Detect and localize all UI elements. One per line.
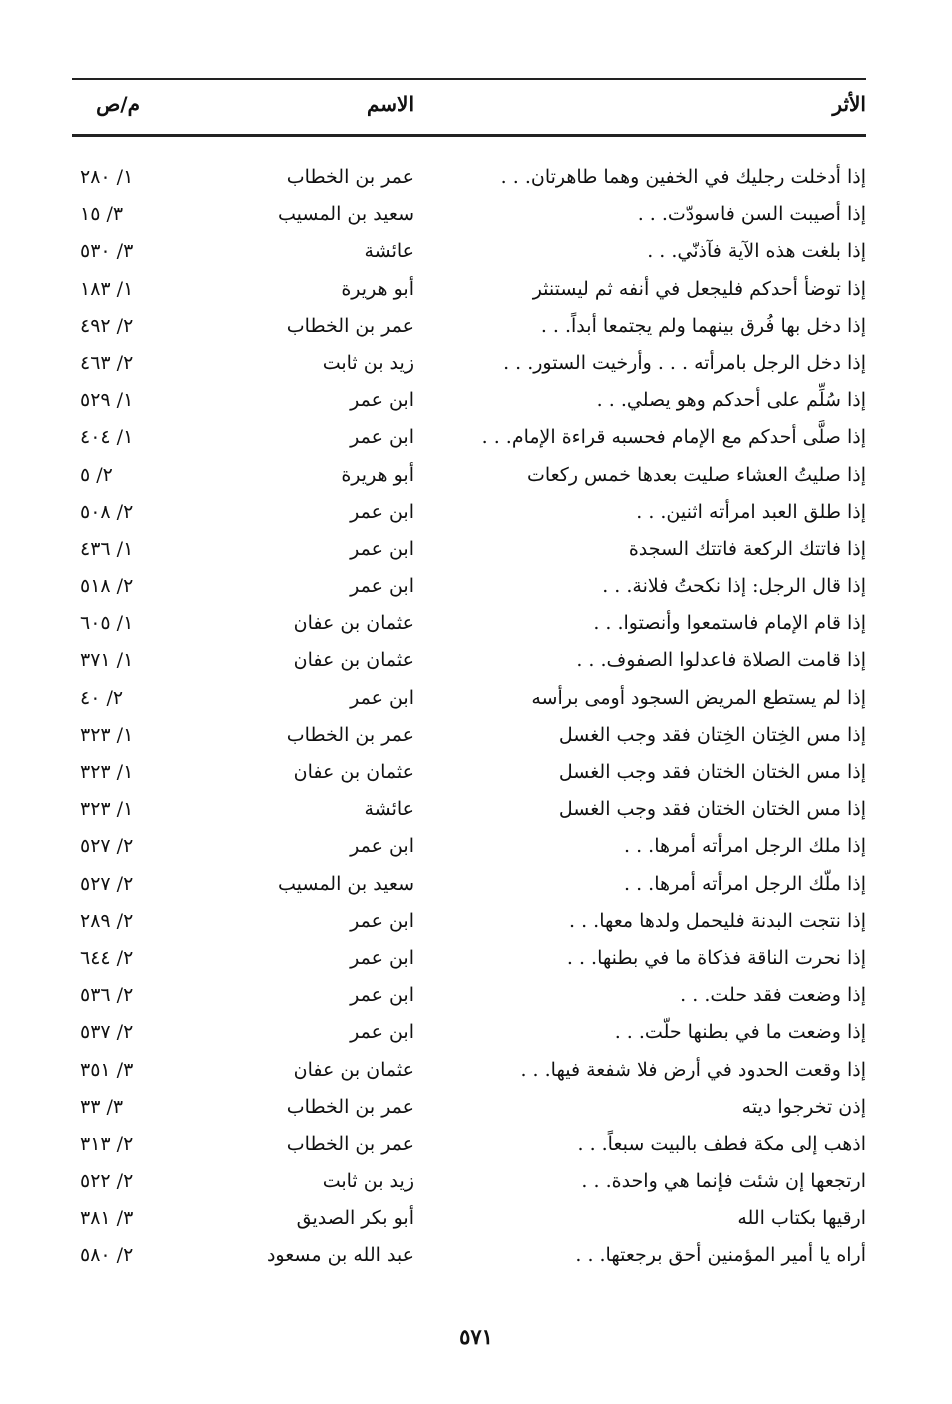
table-row (72, 162, 866, 199)
table-row (72, 757, 866, 794)
row-narrator-name: سعيد بن المسيب (277, 203, 414, 226)
header-ref: م/ص (96, 92, 140, 116)
row-volume-page: ٢/ ٥٢٧ (80, 835, 134, 858)
row-volume-page: ٢/ ٥٣٦ (80, 984, 134, 1007)
table-row (72, 1203, 866, 1240)
table-row (72, 236, 866, 273)
table-row (72, 720, 866, 757)
row-volume-page: ١/ ٦٠٥ (80, 612, 134, 635)
row-volume-page: ٢/ ٤٩٢ (80, 314, 134, 337)
row-narrator-name: عمر بن الخطاب (286, 723, 414, 746)
row-athar-text: ارتجعها إن شئت فإنما هي واحدة. . . (581, 1170, 866, 1193)
row-athar-text: إذا أدخلت رجليك في الخفين وهما طاهرتان. . . (500, 166, 866, 188)
row-volume-page: ٣/ ٥٣٠ (80, 240, 134, 263)
row-athar-text: اذهب إلى مكة فطف بالبيت سبعاً. . . (577, 1132, 866, 1155)
row-narrator-name: ابن عمر (350, 909, 414, 932)
row-narrator-name: زيد بن ثابت (322, 1170, 414, 1193)
table-row (72, 497, 866, 534)
table-row (72, 534, 866, 571)
row-athar-text: إذا مس الخِتان الخِتان فقد وجب الغسل (558, 723, 866, 746)
row-athar-text: إذا بلغت هذه الآية فآذنّي. . . (647, 240, 866, 263)
table-row (72, 1240, 866, 1277)
table-row (72, 1017, 866, 1054)
row-volume-page: ٢/ ٥ (80, 463, 113, 486)
table-body (72, 162, 866, 1278)
row-athar-text: إذا مس الختان الختان فقد وجب الغسل (558, 761, 866, 783)
row-athar-text: إذا فاتتك الركعة فاتتك السجدة (628, 537, 866, 560)
row-volume-page: ١/ ٥٢٩ (80, 389, 134, 412)
table-header (72, 84, 866, 128)
table-row (72, 311, 866, 348)
row-athar-text: إذا قام الإمام فاستمعوا وأنصتوا. . . (593, 612, 866, 635)
row-narrator-name: عائشة (364, 240, 414, 263)
row-volume-page: ٢/ ٥٨٠ (80, 1244, 134, 1267)
row-narrator-name: أبو هريرة (341, 463, 414, 486)
table-row (72, 683, 866, 720)
table-row (72, 869, 866, 906)
table-row (72, 460, 866, 497)
table-row (72, 1092, 866, 1129)
row-volume-page: ١/ ٣٧١ (80, 649, 134, 672)
row-narrator-name: ابن عمر (350, 984, 414, 1007)
table-row (72, 422, 866, 459)
table-row (72, 794, 866, 831)
row-narrator-name: عثمان بن عفان (293, 1058, 414, 1081)
row-volume-page: ١/ ٤٠٤ (80, 426, 134, 449)
row-narrator-name: عثمان بن عفان (293, 761, 414, 783)
row-volume-page: ٢/ ٣١٣ (80, 1132, 134, 1155)
row-narrator-name: عثمان بن عفان (293, 612, 414, 635)
row-narrator-name: زيد بن ثابت (322, 351, 414, 374)
header-athar: الأثر (832, 92, 866, 116)
row-narrator-name: عمر بن الخطاب (286, 1132, 414, 1155)
row-volume-page: ١/ ٣٢٣ (80, 723, 134, 746)
row-volume-page: ٢/ ٥٢٧ (80, 872, 134, 895)
row-athar-text: إذا وضعت ما في بطنها حلّت. . . (614, 1021, 866, 1044)
row-athar-text: إذا طلق العبد امرأته اثنين. . . (636, 500, 866, 523)
row-volume-page: ١/ ٣٢٣ (80, 798, 134, 821)
row-narrator-name: ابن عمر (350, 389, 414, 412)
row-narrator-name: ابن عمر (350, 426, 414, 449)
row-narrator-name: أبو هريرة (341, 277, 414, 300)
header-name: الاسم (366, 92, 414, 116)
row-volume-page: ١/ ٣٢٣ (80, 761, 134, 783)
table-row (72, 1129, 866, 1166)
row-athar-text: إذا مس الختان الختان فقد وجب الغسل (558, 798, 866, 821)
table-row (72, 274, 866, 311)
row-volume-page: ٢/ ٤٠ (80, 686, 124, 709)
page-number: ٥٧١ (459, 1324, 493, 1349)
row-athar-text: إذا لم يستطع المريض السجود أومى برأسه (531, 686, 866, 709)
table-row (72, 906, 866, 943)
table-row (72, 1166, 866, 1203)
row-athar-text: إذا أصيبت السن فاسودّت. . . (637, 203, 866, 226)
row-narrator-name: ابن عمر (350, 835, 414, 858)
row-athar-text: إذا وضعت فقد حلت. . . (680, 984, 866, 1007)
row-volume-page: ٢/ ٥٣٧ (80, 1021, 134, 1044)
row-athar-text: إذا قال الرجل: إذا نكحتُ فلانة. . . (602, 575, 866, 598)
row-athar-text: إذا دخل الرجل بامرأته . . . وأرخيت الستور. . . (503, 351, 866, 374)
row-narrator-name: ابن عمر (350, 575, 414, 598)
row-volume-page: ٢/ ٥٢٢ (80, 1170, 134, 1193)
row-volume-page: ٢/ ٤٦٣ (80, 351, 134, 374)
row-athar-text: إذا ملك الرجل امرأته أمرها. . . (624, 835, 866, 858)
row-athar-text: إذا قامت الصلاة فاعدلوا الصفوف. . . (576, 649, 866, 672)
row-narrator-name: ابن عمر (350, 1021, 414, 1044)
row-volume-page: ١/ ٤٣٦ (80, 537, 134, 560)
table-row (72, 943, 866, 980)
row-athar-text: إذا وقعت الحدود في أرض فلا شفعة فيها. . . (520, 1058, 866, 1081)
top-rule (72, 78, 866, 80)
table-row (72, 348, 866, 385)
table-row (72, 608, 866, 645)
row-athar-text: إذا سُلِّم على أحدكم وهو يصلي. . . (596, 389, 866, 412)
row-narrator-name: عبد الله بن مسعود (266, 1244, 414, 1267)
table-row (72, 1055, 866, 1092)
row-volume-page: ٢/ ٥١٨ (80, 575, 134, 598)
row-athar-text: إذا صلَّى أحدكم مع الإمام فحسبه قراءة الإمام. . . (481, 426, 866, 449)
row-narrator-name: ابن عمر (350, 537, 414, 560)
header-rule (72, 134, 866, 137)
row-athar-text: إذا ملّك الرجل امرأته أمرها. . . (624, 872, 866, 895)
row-narrator-name: عمر بن الخطاب (286, 166, 414, 188)
row-volume-page: ٣/ ٣٣ (80, 1095, 124, 1118)
row-volume-page: ١/ ٢٨٠ (80, 166, 134, 188)
table-row (72, 571, 866, 608)
row-athar-text: ارقيها بكتاب الله (737, 1207, 866, 1230)
row-volume-page: ٣/ ١٥ (80, 203, 124, 226)
table-row (72, 199, 866, 236)
row-narrator-name: عثمان بن عفان (293, 649, 414, 672)
row-narrator-name: أبو بكر الصديق (296, 1207, 414, 1230)
row-athar-text: إذا نتجت البدنة فليحمل ولدها معها. . . (569, 909, 866, 932)
row-narrator-name: عمر بن الخطاب (286, 314, 414, 337)
row-volume-page: ٣/ ٣٥١ (80, 1058, 134, 1081)
row-athar-text: أراه يا أمير المؤمنين أحق برجعتها. . . (575, 1244, 866, 1267)
row-narrator-name: عمر بن الخطاب (286, 1095, 414, 1118)
row-narrator-name: ابن عمر (350, 686, 414, 709)
row-athar-text: إذا نحرت الناقة فذكاة ما في بطنها. . . (566, 946, 866, 969)
table-row (72, 645, 866, 682)
row-volume-page: ٣/ ٣٨١ (80, 1207, 134, 1230)
row-narrator-name: عائشة (364, 798, 414, 821)
row-volume-page: ١/ ١٨٣ (80, 277, 134, 300)
row-athar-text: إذا توضأ أحدكم فليجعل في أنفه ثم ليستنثر (532, 277, 866, 300)
table-row (72, 385, 866, 422)
table-row (72, 831, 866, 868)
row-volume-page: ٢/ ٥٠٨ (80, 500, 134, 523)
row-narrator-name: ابن عمر (350, 946, 414, 969)
row-narrator-name: سعيد بن المسيب (277, 872, 414, 895)
row-volume-page: ٢/ ٦٤٤ (80, 946, 134, 969)
row-volume-page: ٢/ ٢٨٩ (80, 909, 134, 932)
row-athar-text: إذا صليتُ العشاء صليت بعدها خمس ركعات (526, 463, 866, 486)
table-row (72, 980, 866, 1017)
row-narrator-name: ابن عمر (350, 500, 414, 523)
row-athar-text: إذن تخرجوا ديته (741, 1095, 866, 1118)
row-athar-text: إذا دخل بها فُرق بينهما ولم يجتمعا أبداً. . . (540, 314, 866, 337)
